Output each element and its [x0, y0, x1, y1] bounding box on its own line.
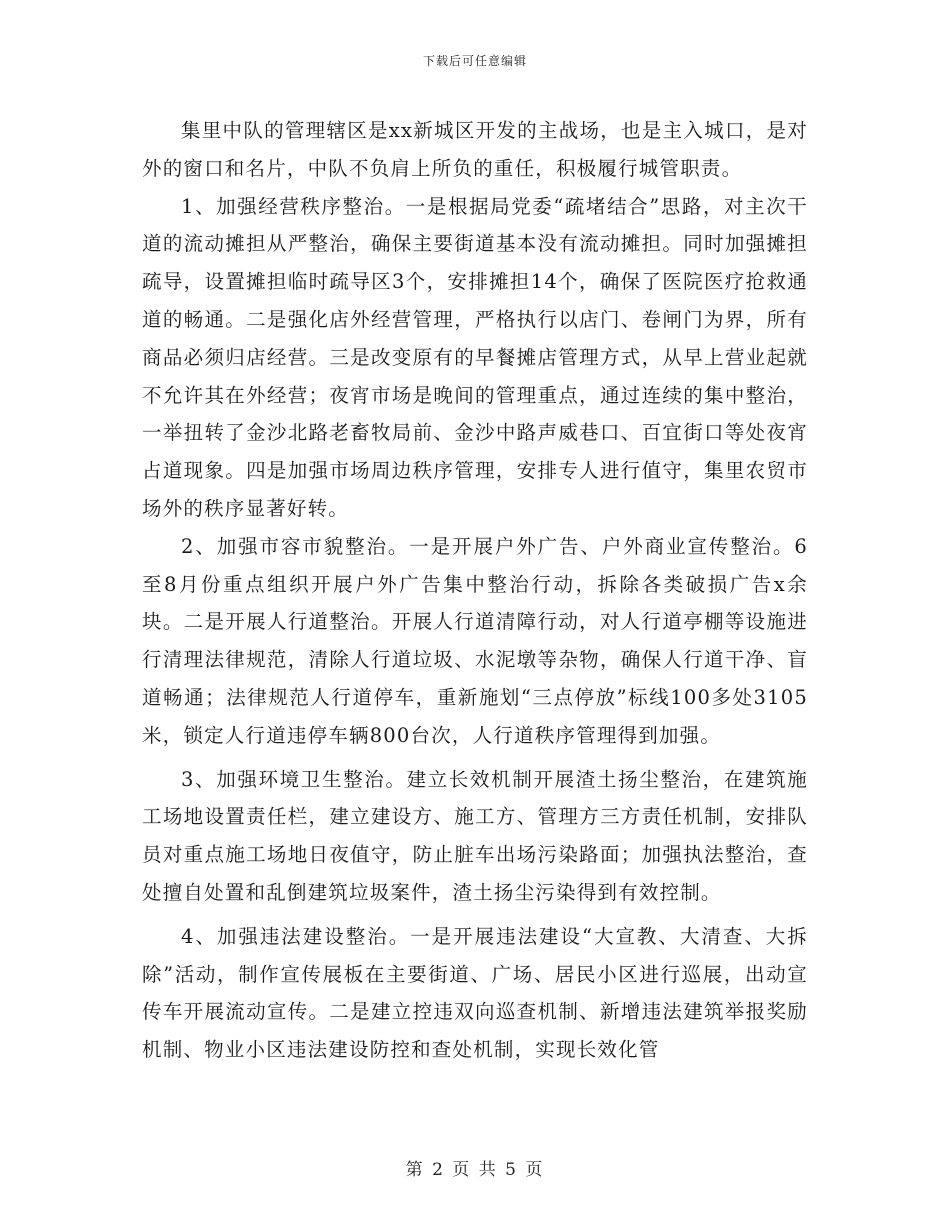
paragraph-illegal-construction: 4、加强违法建设整治。一是开展违法建设“大宣教、大清查、大拆除”活动，制作宣传展板在主要街道、广场、居民小区进行巡展，出动宣传车开展流动宣传。二是建立控违双向巡查机制、新增违法建筑举报奖励机制、物业小区违法建设防控和查处机制，实现长效化管 — [142, 924, 808, 1062]
page-header-note: 下载后可任意编辑 — [422, 54, 527, 68]
document-body — [142, 112, 808, 1069]
page-number-footer: 第 2 页 共 5 页 — [405, 1160, 545, 1180]
paragraph-city-appearance: 2、加强市容市貌整治。一是开展户外广告、户外商业宣传整治。6至8月份重点组织开展户外广告集中整治行动，拆除各类破损广告x余块。二是开展人行道整治。开展人行道清障行动，对人行道亭棚等设施进行清理法律规范，清除人行道垃圾、水泥墩等杂物，确保人行道干净、盲道畅通；法律规范人行道停车，重新施划“三点停放”标线100多处3105米，锁定人行道违停车辆800台次，人行道秩序管理得到加强。 — [142, 534, 808, 747]
paragraph-intro: 集里中队的管理辖区是xx新城区开发的主战场，也是主入城口，是对外的窗口和名片，中队不负肩上所负的重任，积极履行城管职责。 — [142, 119, 808, 180]
paragraph-environment-sanitation: 3、加强环境卫生整治。建立长效机制开展渣土扬尘整治，在建筑施工场地设置责任栏，建立建设方、施工方、管理方三方责任机制，安排队员对重点施工场地日夜值守，防止脏车出场污染路面；加强执法整治，查处擅自处置和乱倒建筑垃圾案件，渣土扬尘污染得到有效控制。 — [142, 767, 808, 904]
paragraph-business-order: 1、加强经营秩序整治。一是根据局党委“疏堵结合”思路，对主次干道的流动摊担从严整治，确保主要街道基本没有流动摊担。同时加强摊担疏导，设置摊担临时疏导区3个，安排摊担14个，确保了医院医疗抢救通道的畅通。二是强化店外经营管理，严格执行以店门、卷闸门为界，所有商品必须归店经营。三是改变原有的早餐摊店管理方式，从早上营业起就不允许其在外经营；夜宵市场是晚间的管理重点，通过连续的集中整治，一举扭转了金沙北路老畜牧局前、金沙中路声威巷口、百宜街口等处夜宵占道现象。四是加强市场周边秩序管理，安排专人进行值守，集里农贸市场外的秩序显著好转。 — [142, 194, 808, 520]
